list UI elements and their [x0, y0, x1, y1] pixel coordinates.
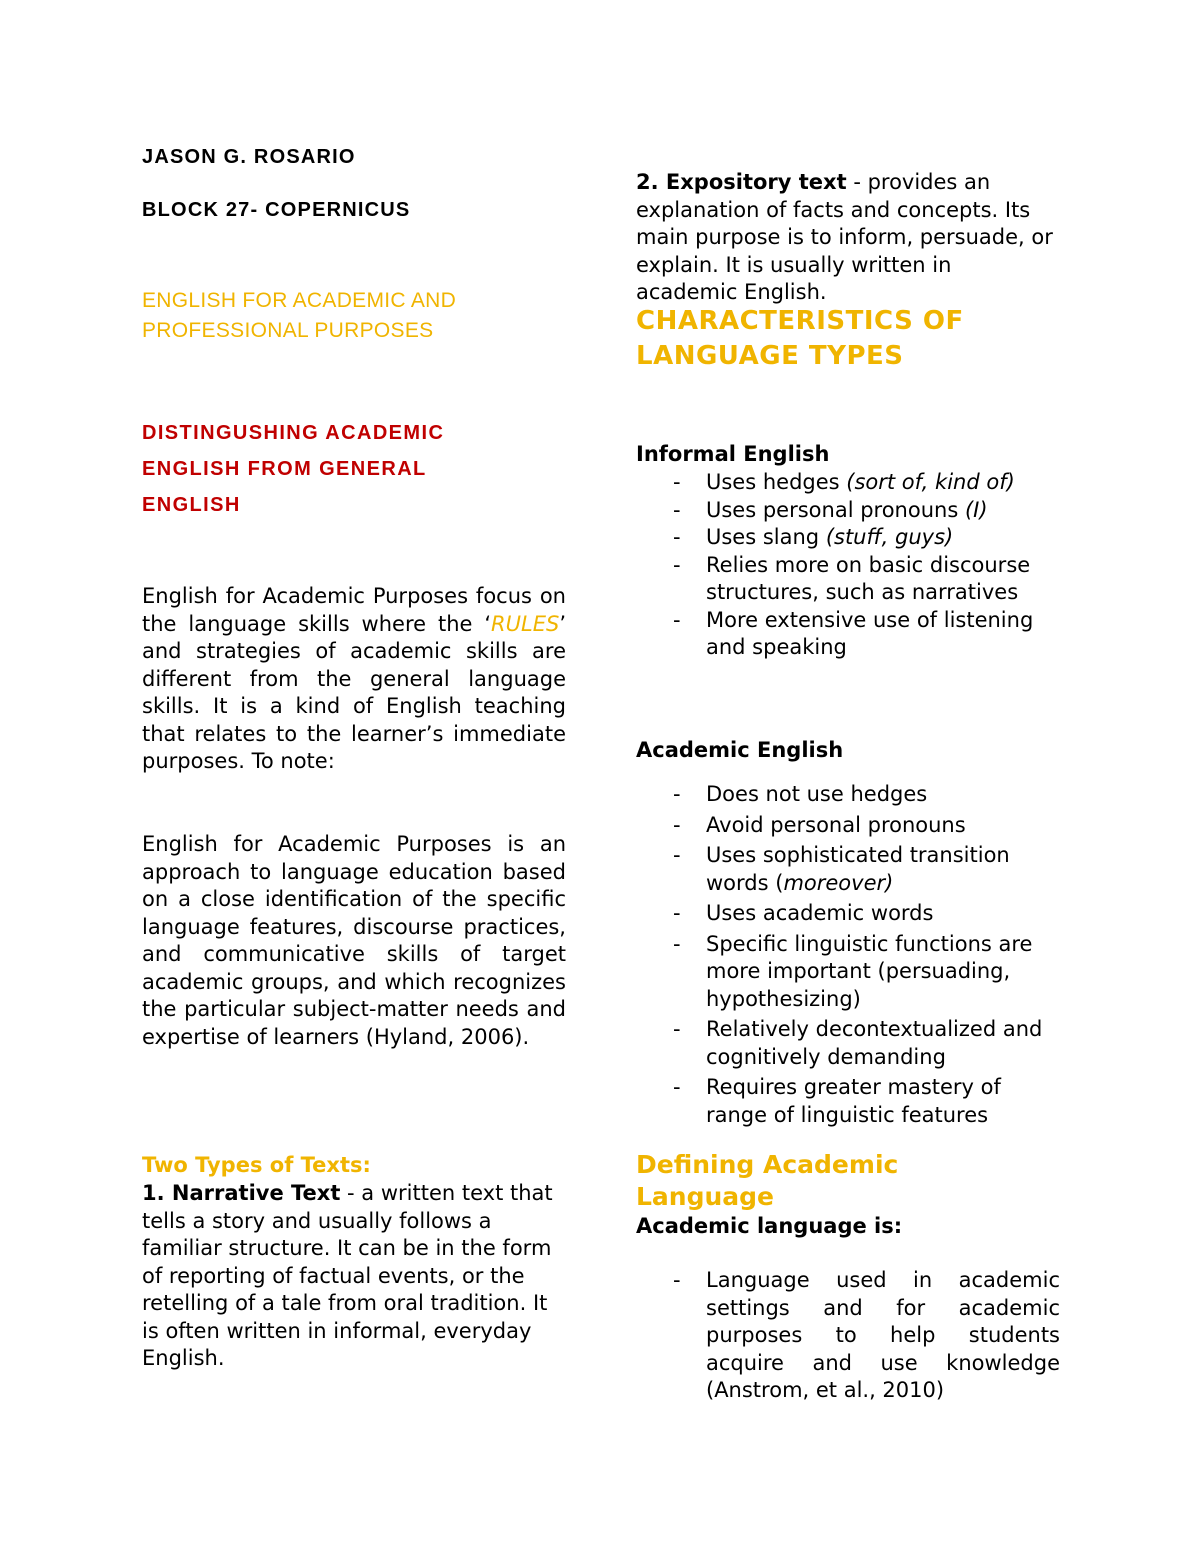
list-item-example: (sort of, kind of): [846, 470, 1015, 494]
list-item: [636, 812, 1060, 840]
list-item-example: moreover): [783, 870, 894, 895]
expository-description: - provides an explanation of facts and concepts. Its main purpose is to inform, persuade, or explain. It is usually written in academic English.: [636, 170, 1053, 304]
list-item-example: (I): [964, 497, 988, 522]
section-title-line1: DISTINGUSHING ACADEMIC: [142, 422, 445, 444]
narrative-description: - a written text that tells a story and usually follows a familiar structure. It can be in the form of reporting of factual events, or the retelling of a tale from oral tradition. It is often written in informal, everyday English.: [142, 1181, 553, 1370]
list-item: [636, 1267, 1060, 1405]
list-item-text: Language used in academic settings and for academic purposes to help students acquire and use knowledge (Anstrom, et al., 2010): [706, 1268, 1060, 1402]
dash-bullet: -: [673, 931, 681, 956]
dash-bullet: -: [673, 497, 681, 522]
academic-english-list: [636, 781, 1060, 1132]
narrative-label: 1. Narrative Text: [142, 1181, 341, 1205]
list-item: [636, 842, 1060, 897]
academic-language-subheading: Academic language is:: [636, 1214, 903, 1238]
list-item: [636, 931, 1060, 1014]
list-item-text: Specific linguistic functions are more important (persuading, hypothesizing): [706, 931, 1033, 1011]
list-item-text: Uses academic words: [706, 901, 934, 925]
dash-bullet: -: [673, 782, 681, 806]
list-item: [636, 524, 1060, 552]
list-item: [636, 607, 1060, 662]
list-item-text: Requires greater mastery of range of linguistic features: [706, 1075, 1001, 1127]
course-title-line1: ENGLISH FOR ACADEMIC AND: [142, 289, 457, 312]
characteristics-heading: [636, 304, 964, 374]
dash-bullet: -: [673, 1268, 681, 1292]
list-item-text: Uses slang: [706, 525, 826, 549]
dash-bullet: -: [673, 470, 681, 494]
list-item-text: Does not use hedges: [706, 782, 928, 806]
dash-bullet: -: [673, 901, 681, 925]
intro-text-before: English for Academic Purposes focus on the language skills where the ‘: [142, 584, 566, 636]
list-item-text: Relies more on basic discourse structures, such as narratives: [706, 552, 1031, 604]
list-item-text: Avoid personal pronouns: [706, 812, 966, 837]
characteristics-heading-line1: CHARACTERISTICS OF: [636, 306, 964, 336]
dash-bullet: -: [673, 1017, 681, 1041]
narrative-text-paragraph: [142, 1180, 554, 1373]
course-title: [142, 286, 456, 346]
dash-bullet: -: [673, 1075, 681, 1099]
defining-academic-language-heading: Defining Academic Language: [636, 1150, 899, 1211]
list-item: [636, 1074, 1060, 1129]
expository-text-paragraph: [636, 169, 1056, 307]
informal-english-list: [636, 469, 1060, 662]
section-title: [142, 415, 444, 523]
list-item-text: Uses hedges: [706, 470, 847, 494]
block-label: BLOCK 27- COPERNICUS: [142, 199, 411, 221]
list-item-text: More extensive use of listening and speaking: [706, 607, 1034, 659]
list-item-text: Relatively decontextualized and cognitively demanding: [706, 1017, 1043, 1069]
list-item-example: (stuff, guys): [825, 525, 954, 549]
list-item: [636, 781, 1060, 809]
intro-text-after: ’ and strategies of academic skills are different from the general language skills. It is a kind of English teaching that relates to the learner’s immediate purposes. To note:: [142, 611, 566, 773]
list-item: [636, 552, 1060, 607]
dash-bullet: -: [673, 525, 681, 549]
informal-english-heading: Informal English: [636, 442, 830, 466]
texts-heading: Two Types of Texts:: [142, 1153, 371, 1177]
author-name: JASON G. ROSARIO: [142, 146, 356, 168]
course-title-line2: PROFESSIONAL PURPOSES: [142, 319, 434, 342]
list-item: [636, 469, 1060, 497]
intro-paragraph-1: [142, 583, 566, 776]
intro-paragraph-2: English for Academic Purposes is an approach to language education based on a close identification of the specific language features, discourse practices, and communicative skills of target academic groups, and which recognizes the particular subject-matter needs and expertise of learners (Hyland, 2006).: [142, 832, 566, 1049]
dash-bullet: -: [673, 843, 681, 867]
expository-label: 2. Expository text: [636, 170, 847, 194]
list-item-text: Uses sophisticated transition words (: [706, 843, 1010, 895]
dash-bullet: -: [673, 607, 681, 632]
dash-bullet: -: [673, 552, 681, 577]
characteristics-heading-line2: LANGUAGE TYPES: [636, 341, 904, 371]
dash-bullet: -: [673, 812, 681, 837]
section-title-line2: ENGLISH FROM GENERAL: [142, 458, 427, 480]
rules-emphasis: RULES: [491, 611, 560, 636]
list-item-text: Uses personal pronouns: [706, 497, 965, 522]
list-item: [636, 1016, 1060, 1071]
list-item: [636, 497, 1060, 525]
section-title-line3: ENGLISH: [142, 494, 241, 516]
definition-list: [636, 1267, 1060, 1405]
academic-english-heading: Academic English: [636, 738, 844, 762]
list-item: [636, 900, 1060, 928]
